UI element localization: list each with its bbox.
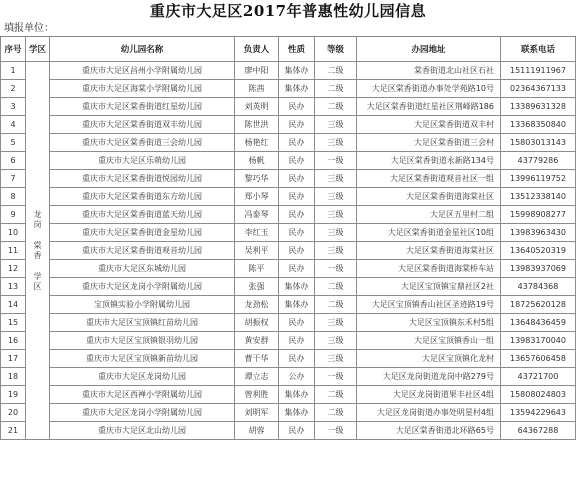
page-title: 重庆市大足区2017年普惠性幼儿园信息 — [149, 2, 427, 20]
cell-seq: 8 — [1, 188, 26, 206]
cell-grade: 三级 — [315, 224, 357, 242]
table-row — [1, 80, 576, 98]
cell-grade: 一级 — [315, 260, 357, 278]
cell-address: 大足区棠香街道海棠社区 — [357, 242, 501, 260]
cell-nature: 民办 — [279, 224, 315, 242]
table-row — [1, 296, 576, 314]
header-name: 幼儿园名称 — [50, 37, 235, 62]
cell-nature: 集体办 — [279, 296, 315, 314]
header-nature: 性质 — [279, 37, 315, 62]
cell-nature: 民办 — [279, 206, 315, 224]
cell-address: 大足区龙岗街道龙岗中路279号 — [357, 368, 501, 386]
table-row — [1, 134, 576, 152]
cell-nature: 民办 — [279, 116, 315, 134]
cell-seq: 11 — [1, 242, 26, 260]
cell-nature: 民办 — [279, 170, 315, 188]
cell-head: 谭立志 — [235, 368, 279, 386]
cell-address: 棠香街道北山社区石社 — [357, 62, 501, 80]
cell-seq: 3 — [1, 98, 26, 116]
table-row — [1, 152, 576, 170]
cell-address: 大足区棠香街道办事处学苑路10号 — [357, 80, 501, 98]
cell-head: 黎巧华 — [235, 170, 279, 188]
table-row — [1, 170, 576, 188]
table-row — [1, 404, 576, 422]
cell-phone: 15808024803 — [501, 386, 576, 404]
cell-seq: 5 — [1, 134, 26, 152]
cell-grade: 三级 — [315, 350, 357, 368]
cell-head: 曾利胜 — [235, 386, 279, 404]
cell-head: 陈世洪 — [235, 116, 279, 134]
header-district: 学区 — [26, 37, 50, 62]
cell-head: 曹干华 — [235, 350, 279, 368]
cell-address: 大足区宝顶镇化龙村 — [357, 350, 501, 368]
table-row — [1, 242, 576, 260]
cell-seq: 10 — [1, 224, 26, 242]
cell-phone: 13368350840 — [501, 116, 576, 134]
cell-grade: 三级 — [315, 188, 357, 206]
cell-head: 李红玉 — [235, 224, 279, 242]
cell-name: 宝顶镇实验小学附属幼儿园 — [50, 296, 235, 314]
cell-phone: 02364367133 — [501, 80, 576, 98]
cell-phone: 43721700 — [501, 368, 576, 386]
cell-name: 重庆市大足区海棠小学附属幼儿园 — [50, 80, 235, 98]
cell-seq: 6 — [1, 152, 26, 170]
cell-nature: 公办 — [279, 368, 315, 386]
cell-nature: 集体办 — [279, 278, 315, 296]
cell-phone: 15803013143 — [501, 134, 576, 152]
cell-grade: 三级 — [315, 206, 357, 224]
cell-name: 重庆市大足区宝顶镇银羽幼儿园 — [50, 332, 235, 350]
table-row — [1, 224, 576, 242]
table-row — [1, 116, 576, 134]
cell-head: 冯泰琴 — [235, 206, 279, 224]
table-row — [1, 188, 576, 206]
cell-nature: 民办 — [279, 422, 315, 440]
cell-seq: 1 — [1, 62, 26, 80]
cell-head: 郑小琴 — [235, 188, 279, 206]
cell-address: 大足区棠香街道海棠社区 — [357, 188, 501, 206]
cell-nature: 民办 — [279, 260, 315, 278]
cell-seq: 2 — [1, 80, 26, 98]
cell-grade: 二级 — [315, 296, 357, 314]
table-row — [1, 98, 576, 116]
cell-grade: 二级 — [315, 386, 357, 404]
cell-grade: 三级 — [315, 332, 357, 350]
table-row — [1, 206, 576, 224]
cell-grade: 一级 — [315, 152, 357, 170]
cell-nature: 民办 — [279, 350, 315, 368]
cell-address: 大足区龙岗街道果丰社区4组 — [357, 386, 501, 404]
cell-seq: 20 — [1, 404, 26, 422]
cell-phone: 13512338140 — [501, 188, 576, 206]
table-row — [1, 332, 576, 350]
cell-seq: 18 — [1, 368, 26, 386]
cell-address: 大足区宝顶镇东禾村5组 — [357, 314, 501, 332]
cell-nature: 民办 — [279, 242, 315, 260]
cell-name: 重庆市大足区西禅小学附属幼儿园 — [50, 386, 235, 404]
cell-address: 大足区棠香街道北环路65号 — [357, 422, 501, 440]
cell-phone: 13594229643 — [501, 404, 576, 422]
kindergarten-table — [0, 36, 576, 440]
cell-phone: 15998908277 — [501, 206, 576, 224]
cell-name: 重庆市大足区昌州小学附属幼儿园 — [50, 62, 235, 80]
cell-address: 大足区宝顶镇香山一组 — [357, 332, 501, 350]
cell-address: 大足区龙岗街道办事处明星村4组 — [357, 404, 501, 422]
table-row — [1, 350, 576, 368]
cell-name: 重庆市大足区棠香街道金星幼儿园 — [50, 224, 235, 242]
table-row — [1, 386, 576, 404]
cell-phone: 13983170040 — [501, 332, 576, 350]
cell-head: 龙劲松 — [235, 296, 279, 314]
cell-phone: 18725620128 — [501, 296, 576, 314]
cell-grade: 二级 — [315, 62, 357, 80]
cell-phone: 64367288 — [501, 422, 576, 440]
cell-nature: 民办 — [279, 134, 315, 152]
cell-head: 陈茜 — [235, 80, 279, 98]
cell-grade: 二级 — [315, 404, 357, 422]
cell-address: 大足区宝顶镇宝鼎社区2社 — [357, 278, 501, 296]
cell-address: 大足区棠香街道三会村 — [357, 134, 501, 152]
cell-address: 大足区棠香街道永新路134号 — [357, 152, 501, 170]
cell-nature: 民办 — [279, 98, 315, 116]
cell-phone: 43779286 — [501, 152, 576, 170]
cell-name: 重庆市大足区乐萌幼儿园 — [50, 152, 235, 170]
cell-name: 重庆市大足区龙岗小学附属幼儿园 — [50, 278, 235, 296]
cell-nature: 集体办 — [279, 62, 315, 80]
cell-head: 杨帆 — [235, 152, 279, 170]
cell-head: 胡振权 — [235, 314, 279, 332]
cell-seq: 4 — [1, 116, 26, 134]
cell-phone: 13648436459 — [501, 314, 576, 332]
cell-name: 重庆市大足区宝顶镇红苗幼儿园 — [50, 314, 235, 332]
cell-nature: 民办 — [279, 188, 315, 206]
cell-seq: 13 — [1, 278, 26, 296]
cell-seq: 9 — [1, 206, 26, 224]
fill-unit-label: 填报单位： — [4, 23, 54, 34]
cell-head: 吴利平 — [235, 242, 279, 260]
cell-seq: 16 — [1, 332, 26, 350]
cell-address: 大足区宝顶镇香山社区圣迹路19号 — [357, 296, 501, 314]
header-seq: 序号 — [1, 37, 26, 62]
cell-head: 廖中阳 — [235, 62, 279, 80]
cell-grade: 三级 — [315, 242, 357, 260]
cell-seq: 21 — [1, 422, 26, 440]
cell-nature: 集体办 — [279, 80, 315, 98]
cell-grade: 一级 — [315, 422, 357, 440]
table-row — [1, 314, 576, 332]
cell-grade: 三级 — [315, 314, 357, 332]
cell-address: 大足区棠香街道海棠桥车站 — [357, 260, 501, 278]
header-phone: 联系电话 — [501, 37, 576, 62]
cell-head: 杨艳红 — [235, 134, 279, 152]
cell-address: 大足区棠香街道观音社区一组 — [357, 170, 501, 188]
cell-nature: 民办 — [279, 314, 315, 332]
cell-seq: 12 — [1, 260, 26, 278]
cell-head: 黄安群 — [235, 332, 279, 350]
cell-phone: 13983937069 — [501, 260, 576, 278]
cell-head: 刘英明 — [235, 98, 279, 116]
cell-seq: 15 — [1, 314, 26, 332]
cell-grade: 三级 — [315, 116, 357, 134]
table-row — [1, 422, 576, 440]
cell-name: 重庆市大足区北山幼儿园 — [50, 422, 235, 440]
cell-phone: 13996119752 — [501, 170, 576, 188]
cell-grade: 三级 — [315, 134, 357, 152]
cell-seq: 14 — [1, 296, 26, 314]
cell-name: 重庆市大足区棠香街道观音幼儿园 — [50, 242, 235, 260]
table-row — [1, 260, 576, 278]
cell-phone: 15111911967 — [501, 62, 576, 80]
cell-phone: 13389631328 — [501, 98, 576, 116]
cell-head: 胡蓉 — [235, 422, 279, 440]
cell-seq: 19 — [1, 386, 26, 404]
cell-head: 刘明军 — [235, 404, 279, 422]
table-header-row — [1, 37, 576, 62]
cell-nature: 民办 — [279, 152, 315, 170]
cell-name: 重庆市大足区宝顶镇新苗幼儿园 — [50, 350, 235, 368]
cell-name: 重庆市大足区棠香街道双丰幼儿园 — [50, 116, 235, 134]
header-address: 办园地址 — [357, 37, 501, 62]
cell-head: 陈平 — [235, 260, 279, 278]
cell-name: 重庆市大足区龙岗小学附属幼儿园 — [50, 404, 235, 422]
cell-name: 重庆市大足区棠香街道东方幼儿园 — [50, 188, 235, 206]
cell-grade: 一级 — [315, 368, 357, 386]
cell-name: 重庆市大足区棠香街道三会幼儿园 — [50, 134, 235, 152]
cell-grade: 三级 — [315, 170, 357, 188]
cell-address: 大足区棠香街道双丰村 — [357, 116, 501, 134]
cell-nature: 集体办 — [279, 386, 315, 404]
cell-address: 大足区五里村二组 — [357, 206, 501, 224]
table-row — [1, 368, 576, 386]
table-body — [1, 62, 576, 440]
cell-name: 重庆市大足区棠香街道悦园幼儿园 — [50, 170, 235, 188]
cell-phone: 43784368 — [501, 278, 576, 296]
cell-phone: 13657606458 — [501, 350, 576, 368]
cell-phone: 13640520319 — [501, 242, 576, 260]
cell-seq: 7 — [1, 170, 26, 188]
cell-phone: 13983963430 — [501, 224, 576, 242]
cell-nature: 民办 — [279, 332, 315, 350]
cell-name: 重庆市大足区东城幼儿园 — [50, 260, 235, 278]
cell-seq: 17 — [1, 350, 26, 368]
table-row — [1, 62, 576, 80]
cell-name: 重庆市大足区龙岗幼儿园 — [50, 368, 235, 386]
cell-district: 龙岗 棠香 学区 — [26, 62, 50, 440]
cell-head: 张强 — [235, 278, 279, 296]
cell-address: 大足区棠香街道金星社区10组 — [357, 224, 501, 242]
cell-grade: 二级 — [315, 98, 357, 116]
header-grade: 等级 — [315, 37, 357, 62]
cell-grade: 二级 — [315, 80, 357, 98]
cell-nature: 集体办 — [279, 404, 315, 422]
cell-name: 重庆市大足区棠香街道红星幼儿园 — [50, 98, 235, 116]
cell-name: 重庆市大足区棠香街道蓝天幼儿园 — [50, 206, 235, 224]
cell-address: 大足区棠香街道红星社区荆峰路186 — [357, 98, 501, 116]
cell-grade: 二级 — [315, 278, 357, 296]
table-row — [1, 278, 576, 296]
header-head: 负责人 — [235, 37, 279, 62]
